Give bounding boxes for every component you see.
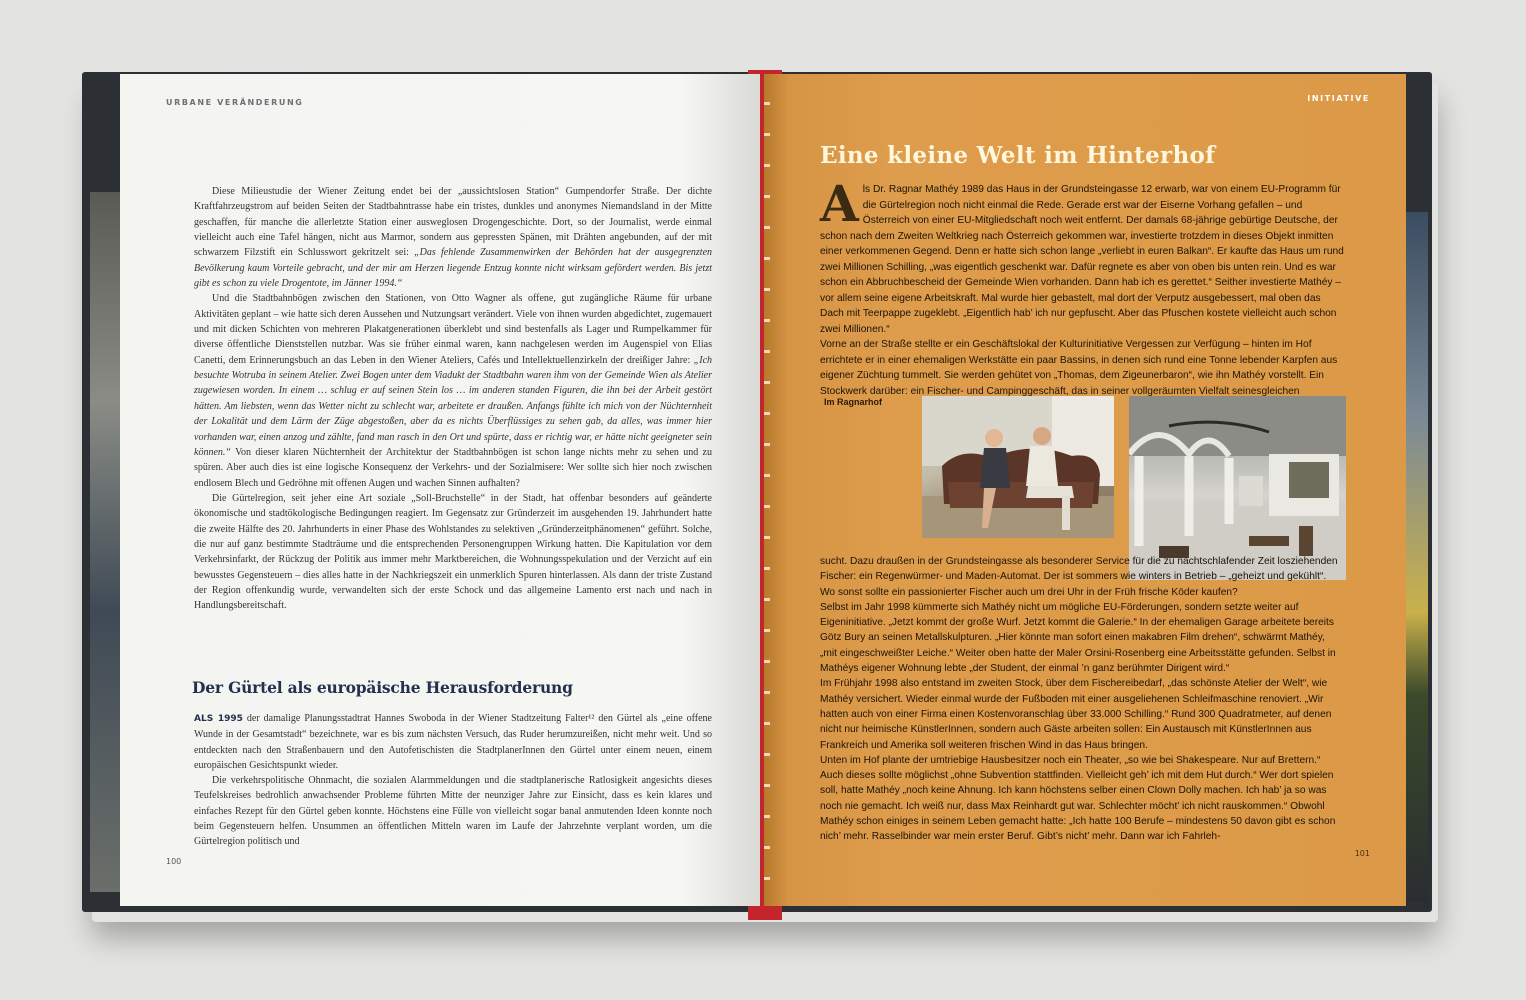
article-title: Eine kleine Welt im Hinterhof: [820, 142, 1216, 169]
left-folio: 100: [166, 857, 182, 866]
paragraph-theater: Unten im Hof plante der umtriebige Hausbesitzer noch ein Theater, „so wie bei Shakespeare. Nur auf Brettern.“ Auch dieses sollte möglichst „ohne Subvention stattfinden. Vielleicht geh’ ich mit dem Hut durch.“ Wer dort spielen soll, hatte Mathéy „noch keine Ahnung. Ich kann höchstens selber einen Clown Dolly machen. Ich hab’ ja so was noch nie gemacht. Ich weiß nur, dass Max Reinhardt gut war. Schlechter möcht’ ich nicht rauskommen.“ Obwohl Mathéy schon einiges in seinem Leben gemacht hatte: „Ich hatte 100 Berufe – mindestens 50 davon gibt es schon nich’ mehr. Rasselbinder war mein erster Beruf. Gibt’s nicht’ mehr. Dann war ich Fahrleh-: [820, 754, 1336, 843]
paragraph-ohnmacht: Die verkehrspolitische Ohnmacht, die sozialen Alarmmeldungen und die stadtplanerische Ratlosigkeit angesichts dieses Teufelskreises bedrohlich anwachsender Probleme führten Mitte der neunziger Jahre zur Einsicht, dass es kein klares und einfaches Rezept für den Gürtel geben konnte. Höchstens eine Fülle von vielleicht sogar banal anmutenden Ideen konnte noch beim Gegensteuern helfen. Unsummen an öffentlichen Mitteln waren im Laufe der Jahrzehnte verplant worden, um die Gürtelregion politisch und: [194, 775, 712, 848]
photo-couple-illustration: [922, 396, 1114, 538]
binding-stitches: [764, 74, 770, 906]
left-page: [120, 74, 760, 906]
left-running-head: URBANE VERÄNDERUNG: [166, 98, 304, 107]
left-body-text: [194, 184, 712, 614]
paragraph-stadtbahnboegen: Und die Stadtbahnbögen zwischen den Stationen, von Otto Wagner als offene, gut zugängliche Räume für urbane Aktivitäten geplant – wie hatte sich deren Aussehen und Nutzungsart verändert. Viele von ihnen wurden abgedichtet, zugemauert und mit dicken Schichten von mehreren Plakatgenerationen überklebt und sind bestenfalls als Lager und Rumpelkammer für diverse öffentliche Dienststellen nutzbar. Was sie früher einmal waren, kann nachgelesen werden im Augenspiel von Elias Canetti, dem Erinnerungsbuch an das Leben in den Wiener Ateliers, Cafés und Intellektuellenzirkeln der dreißiger Jahre: „Ich besuchte Wotruba in seinem Atelier. Zwei Bogen unter dem Viadukt der Stadtbahn waren ihm von der Gemeinde Wien als Atelier zugewiesen worden. In einem … schlug er auf seinen Stein los … im anderen standen Figuren, die ihn bei der Arbeit gestört hätten. Am liebsten, wenn das Wetter nicht zu schlecht war, arbeitete er draußen. Anfangs fühlte ich mich von der Nüchternheit der Lokalität und dem Lärm der Züge abgestoßen, aber da es nichts Überflüssiges zu sehen gab, da alles, was immer hier vorhanden war, einen anzog und zählte, fand man rasch in den Ort und spürte, dass er richtig war, er hätte nicht geeigneter sein können.“ Von dieser klaren Nüchternheit der Architektur der Stadtbahnbögen ist schon lange nichts mehr zu sehen und zu spüren. Aber auch dies ist eine logische Konsequenz der Verkehrs- und der Sozialmisere: Wer sollte sich hier noch zwischen endlosem Blech und Gedröhne mit offenen Augen und wachen Sinnen aufhalten?: [194, 293, 713, 489]
section-subheading: Der Gürtel als europäische Herausforderung: [192, 678, 573, 697]
photo-couple-on-sofa: [922, 396, 1114, 538]
paragraph-fruehjahr: Im Frühjahr 1998 also entstand im zweiten Stock, über dem Fischereibedarf, „das schönste Atelier der Welt“, wie Mathéy versichert. Wieder einmal wurde der Fußboden mit einer ausgeliehenen Schleifmaschine renoviert. „Wir hatten auch von einer Firma einen Kostenvoranschlag über 33.000 Schilling.“ Rund 300 Quadratmeter, auf denen nicht nur heimische KünstlerInnen, sondern auch Gäste arbeiten sollen: Ein Austausch mit KünstlerInnen aus Frankreich und Amerika soll weiteren frischen Wind in das Haus bringen.: [820, 678, 1332, 751]
paragraph-milieustudie: Diese Milieustudie der Wiener Zeitung endet bei der „aussichtslosen Station“ Gumpendorfer Straße. Der dichte Kraftfahrzeugstrom auf beiden Seiten der Stadtbahntrasse habe ein tristes, dunkles und anonymes Niemandsland in der Mitte geschaffen, für manche die allerletzte Station einer ausweglosen Drogengeschichte. Dort, so der Journalist, werde einmal vielleicht auch eine Tafel hängen, nicht aus Marmor, sondern aus gepressten Spänen, mit Drähten angebunden, auf der mit schwarzem Filzstift ein Schlusswort gekritzelt sei: „Das fehlende Zusammenwirken der Behörden hat der ausgegrenzten Bevölkerung kaum Vorteile gebracht, und der mir am Herzen liegende Entzug konnte nicht wirksam gefördert werden. Bis jetzt gibt es schon zu viele Drogentote, im Jänner 1994.“: [194, 186, 713, 290]
paragraph-vorne: Vorne an der Straße stellte er ein Geschäftslokal der Kulturinitiative Vergessen zur Verfügung – hinten im Hof errichtete er in einer ehemaligen Werkstätte ein paar Bassins, in denen sich rund eine Tonne lebender Karpfen aus eigener Züchtung tummelt. Sie werden gehütet von „Thomas, dem Zigeunerbaron“, wie ihn Mathéy vorstellt. Ein Stockwerk darüber: ein Fischer- und Campinggeschäft, das in seiner vollgeräumten Vielfalt seinesgleichen: [820, 339, 1338, 397]
paragraph-intro: Als Dr. Ragnar Mathéy 1989 das Haus in der Grundsteingasse 12 erwarb, war von einem EU-Programm für die Gürtelregion noch nicht einmal die Rede. Gerade erst war der Eiserne Vorhang gefallen – und Österreich von einer EU-Mitgliedschaft noch weit entfernt. Der damals 68-jährige gebürtige Deutsche, der schon nach dem Zweiten Weltkrieg nach Österreich gekommen war, investierte trotzdem in dieses Objekt inmitten einer verkommenen Gegend. Denn er hatte sich schon lange „verliebt in euren Balkan“. Er kaufte das Haus um rund zwei Millionen Schilling, „was eigentlich geschenkt war. Dafür regnete es aber von oben bis unten rein. Und es war schon ein Abbruchbescheid der Gemeinde Wien vorhanden. Dann hab ich es gerettet.“ Seither investierte Mathéy – vor allem seine eigene Arbeitskraft. Mal wurde hier gebastelt, mal dort der Verputz ausgebessert, mal oben das Dach mit Teerpappe zugeklebt. „Eigentlich hab’ ich nur gepfuscht. Aber das Pfuschen kostete vielleicht auch schon zwei Millionen.“: [820, 174, 1344, 335]
paragraph-als-1995: ALS 1995 der damalige Planungsstadtrat Hannes Swoboda in der Wiener Stadtzeitung Falter¹² den Gürtel als „eine offene Wunde in der Gesamtstadt“ bezeichnete, war es bis zum nächsten Versuch, das Ruder herumzureißen, nicht mehr weit. Und so entdeckten nach den Straßenbauern und den Autofetischisten die StadtplanerInnen den Gürtel unter einem neuen, einem europäischen Gesichtspunkt wieder.: [194, 713, 712, 771]
right-body-text-lower: [820, 554, 1344, 845]
paragraph-guertelregion: Die Gürtelregion, seit jeher eine Art soziale „Soll-Bruchstelle“ in der Stadt, hat offenbar besonders auf geänderte ökonomische und stadtökologische Bedingungen reagiert. Im Gegensatz zur Gründerzeit im ausgehenden 19. Jahrhundert hatte die zweite Hälfte des 20. Jahrhunderts in einer Phase des Wohlstandes zu selektiven „Gründerzeitphänomenen“ geführt. Solche, die nur auf ganz bestimmte Stadträume und die entsprechenden Personengruppen Wirkung hatten. Die Kapitulation vor dem Verkehrsinfarkt, der Rückzug der Politik aus immer mehr Marktbereichen, die Wohnungsspekulation und der Verzicht auf ein bewusstes Gegensteuern – dies alles hatte in der Nachkriegszeit ein unmerklich Spuren hinterlassen. Als dann der triste Zustand der Region offenkundig wurde, verwandelten sich der erste Schock und das allgemeine Lamento erst nach und nach in Handlungsbereitschaft.: [194, 492, 712, 612]
photo-atelier-illustration: [1129, 396, 1346, 580]
left-section2-text: [194, 711, 712, 850]
right-body-text: [820, 174, 1344, 399]
photo-caption: Im Ragnarhof: [824, 397, 883, 407]
right-folio: 101: [1354, 849, 1370, 858]
right-running-head: INITIATIVE: [1307, 94, 1370, 103]
right-page: [764, 74, 1406, 906]
paragraph-sucht: sucht. Dazu draußen in der Grundsteingasse als besonderer Service für die zu nachtschlafender Zeit losziehenden Fischer: ein Regenwürmer- und Maden-Automat. Der ist sommers wie winters in Betrieb – „geheizt und gekühlt“. Wo sonst sollte ein passionierter Fischer auch um drei Uhr in der Früh frische Köder kaufen?: [820, 556, 1338, 598]
cover-photo-strip-right: [1404, 212, 1428, 902]
drop-cap: A: [820, 174, 859, 233]
cover-photo-strip-left: [90, 192, 120, 892]
photo-atelier-hall: [1129, 396, 1346, 580]
paragraph-1998: Selbst im Jahr 1998 kümmerte sich Mathéy nicht um mögliche EU-Förderungen, sondern setzte weiter auf Eigeninitiative. „Jetzt kommt der große Wurf. Jetzt kommt die Galerie.“ In der ehemaligen Garage arbeitete bereits Götz Bury an seinen Metallskulpturen. „Hier könnte man sofort einen makabren Film drehen“, schwärmt Mathéy, „mit eingeschweißter Leiche.“ Weiter oben hatte der Maler Orsini-Rosenberg eine Arbeitsstätte gefunden. Selbst in Mathéys eigener Wohnung lebte „der Student, der einmal ’n ganz berühmter Dirigent wird.“: [820, 601, 1336, 675]
